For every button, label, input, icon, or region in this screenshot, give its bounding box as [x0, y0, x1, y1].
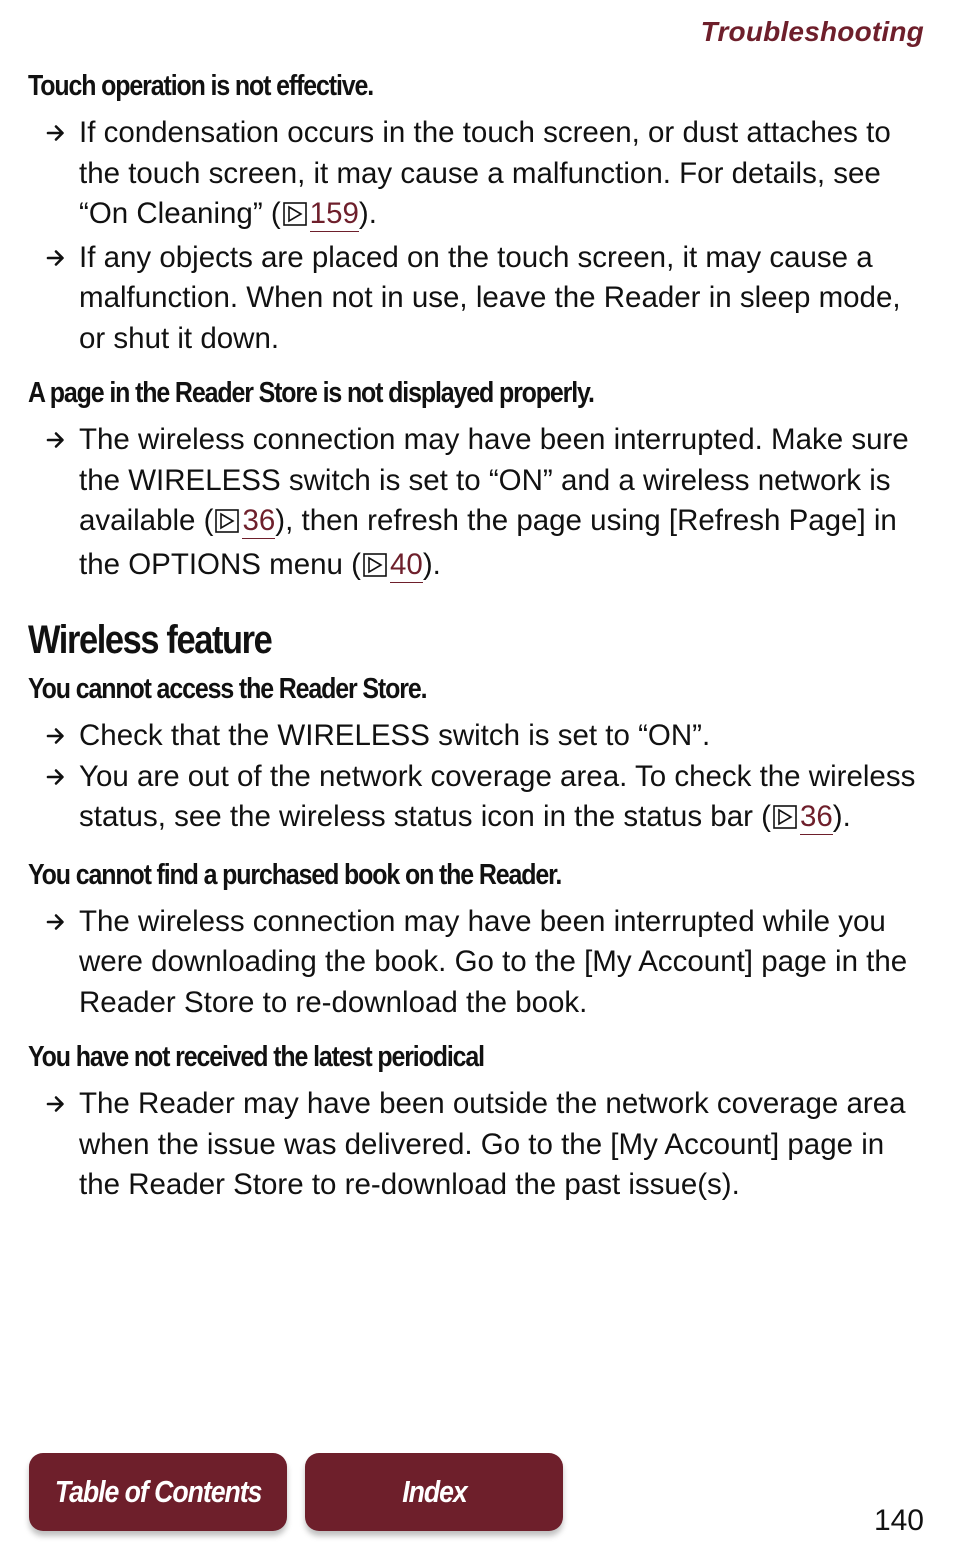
page-link[interactable]: 159 — [309, 197, 359, 230]
answer-text: The wireless connection may have been interrupted while you were downloading the book. Go to the [My Account] page in the Reader Store to re-download the book. — [79, 904, 908, 1019]
answer-item — [28, 757, 928, 841]
table-of-contents-label: Table of Contents — [54, 1474, 262, 1509]
page-link[interactable]: 36 — [242, 504, 276, 537]
page-reference-icon — [773, 800, 797, 841]
answer-item — [28, 238, 928, 360]
page-reference[interactable] — [771, 800, 833, 833]
arrow-right-icon — [46, 902, 74, 942]
question-heading: A page in the Reader Store is not displayed properly. — [28, 377, 594, 409]
page-number: 140 — [873, 1504, 924, 1537]
page-reference[interactable] — [213, 504, 275, 537]
answer-text: If condensation occurs in the touch screen, or dust attaches to the touch screen, it may cause a malfunction. For details, see “On Cleaning” ( — [79, 116, 891, 230]
answer-item — [28, 1084, 928, 1206]
answer-text: If any objects are placed on the touch screen, it may cause a malfunction. When not in use, leave the Reader in sleep mode, or shut it down. — [79, 240, 901, 355]
running-header: Troubleshooting — [700, 16, 924, 47]
answer-text: Check that the WIRELESS switch is set to “ON”. — [79, 719, 711, 752]
answer-item — [28, 902, 928, 1024]
arrow-right-icon — [46, 757, 74, 797]
arrow-right-icon — [46, 1084, 74, 1124]
question-heading: You cannot access the Reader Store. — [28, 673, 427, 705]
answer-text: You are out of the network coverage area. To check the wireless status, see the wireless status icon in the status bar ( — [79, 759, 916, 833]
arrow-right-icon — [46, 420, 74, 460]
question-heading: You cannot find a purchased book on the Reader. — [28, 858, 562, 891]
section-title: Wireless feature — [28, 618, 272, 662]
page-reference[interactable] — [281, 197, 359, 230]
index-button[interactable] — [305, 1453, 563, 1531]
answer-text-end: ). — [358, 197, 377, 230]
answer-item — [28, 716, 928, 757]
answer-text-end: ). — [832, 800, 851, 833]
answer-item — [28, 420, 928, 588]
question-heading: You have not received the latest periodical — [28, 1041, 484, 1073]
answer-item — [28, 113, 928, 238]
answer-text-end: ). — [422, 547, 441, 581]
table-of-contents-button[interactable] — [29, 1453, 287, 1531]
arrow-right-icon — [46, 238, 74, 278]
arrow-right-icon — [46, 716, 74, 756]
page-link[interactable]: 40 — [389, 547, 423, 581]
page-reference-icon — [283, 197, 307, 238]
arrow-right-icon — [46, 113, 74, 153]
question-heading: Touch operation is not effective. — [28, 70, 374, 102]
main-content — [28, 66, 928, 1206]
page-reference-icon — [215, 504, 239, 545]
answer-text: The Reader may have been outside the network coverage area when the issue was delivered. Go to the [My Account] page in the Reader Store to re-download the past issue(s). — [79, 1087, 906, 1201]
index-label: Index — [401, 1474, 467, 1509]
page-link[interactable]: 36 — [799, 800, 833, 833]
answer-text: ), then refresh the page using [Refresh Page] in the OPTIONS menu ( — [79, 504, 897, 581]
page-reference[interactable] — [361, 548, 423, 581]
page-reference-icon — [363, 548, 387, 589]
answer-text: The wireless connection may have been interrupted. Make sure the WIRELESS switch is set to “ON” and a wireless network is available ( — [79, 423, 909, 537]
